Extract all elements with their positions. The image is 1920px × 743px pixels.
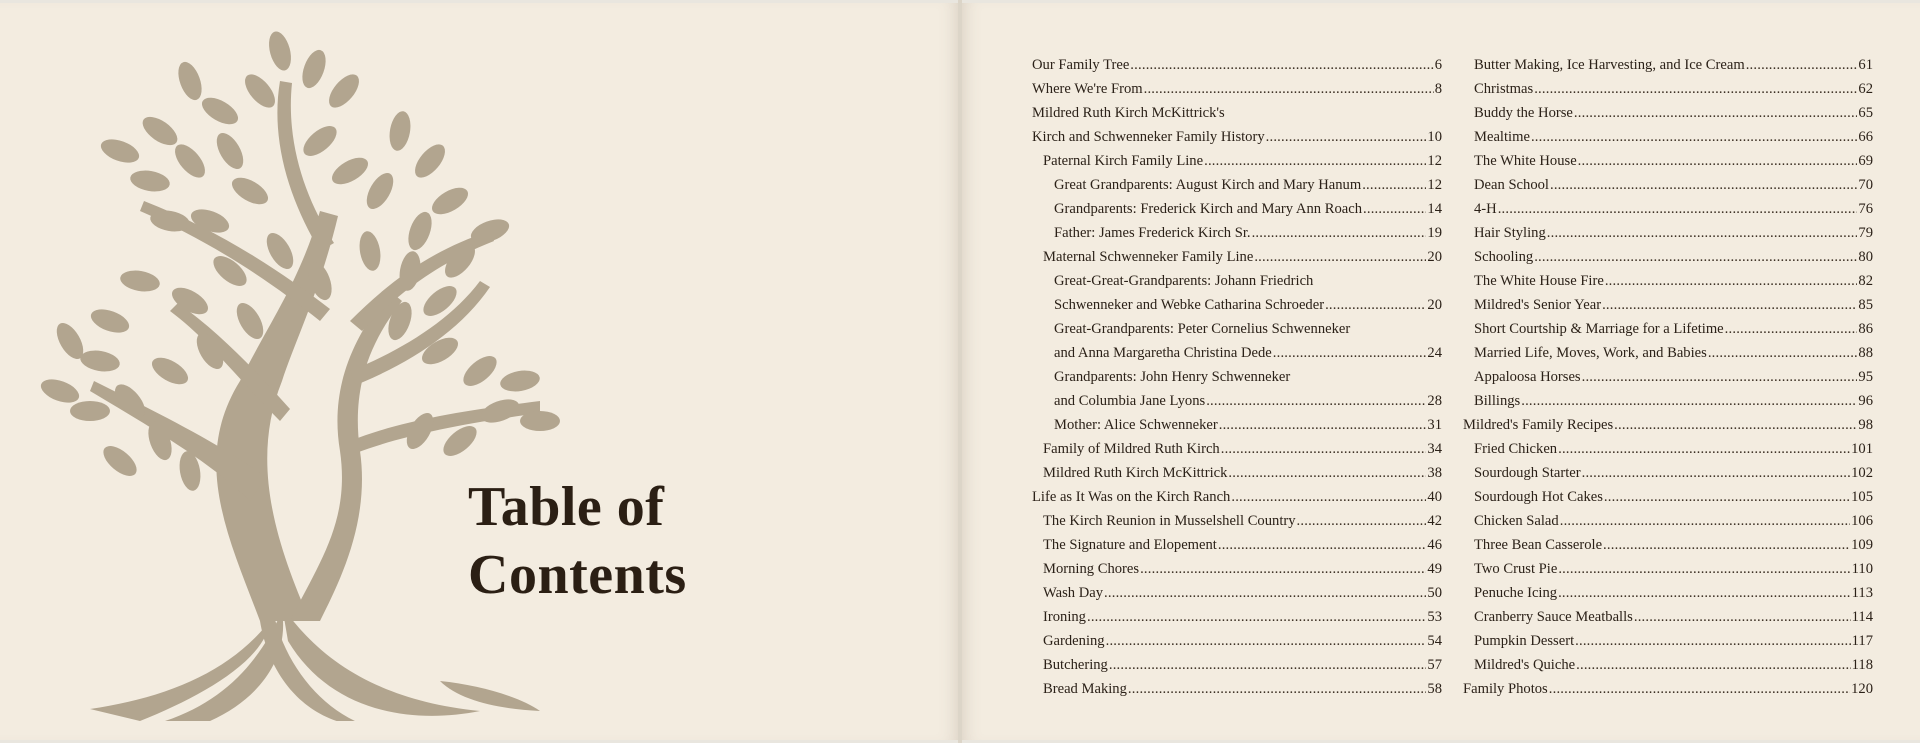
toc-leader-dots (1221, 437, 1427, 461)
toc-entry (1463, 317, 1873, 341)
toc-leader-dots (1498, 197, 1858, 221)
toc-leader-dots (1109, 653, 1427, 677)
toc-entry-page: 80 (1858, 249, 1873, 265)
toc-entry (1032, 269, 1442, 293)
toc-entry-page: 58 (1427, 681, 1442, 697)
toc-entry (1032, 53, 1442, 77)
toc-entry (1463, 293, 1873, 317)
toc-entry-page: 19 (1427, 225, 1442, 241)
toc-entry (1463, 269, 1873, 293)
toc-entry-page: 79 (1858, 225, 1873, 241)
toc-entry-title: Great Grandparents: August Kirch and Mary Hanum (1054, 177, 1362, 193)
toc-leader-dots (1550, 173, 1857, 197)
toc-entry-page: 102 (1851, 465, 1873, 481)
toc-entry-page: 12 (1427, 177, 1442, 193)
toc-entry-page: 70 (1858, 177, 1873, 193)
toc-entry-title: Mildred's Family Recipes (1463, 417, 1614, 433)
toc-entry (1463, 77, 1873, 101)
toc-entry (1463, 53, 1873, 77)
toc-entry-title: Bread Making (1043, 681, 1127, 697)
toc-entry-title: Mildred Ruth Kirch McKittrick (1043, 465, 1228, 481)
toc-leader-dots (1531, 125, 1857, 149)
toc-entry-title: Gardening (1043, 633, 1105, 649)
toc-entry (1463, 173, 1873, 197)
toc-entry-title: Mildred's Senior Year (1474, 297, 1602, 313)
toc-entry-title: Mildred's Quiche (1474, 657, 1576, 673)
toc-leader-dots (1558, 557, 1850, 581)
toc-entry (1032, 677, 1442, 701)
toc-entry-title: Family of Mildred Ruth Kirch (1043, 441, 1220, 457)
toc-entry-title: Two Crust Pie (1474, 561, 1558, 577)
toc-entry-page: 86 (1858, 321, 1873, 337)
toc-entry-page: 24 (1427, 345, 1442, 361)
toc-entry-title: The White House Fire (1474, 273, 1604, 289)
toc-entry-title: Butter Making, Ice Harvesting, and Ice Cream (1474, 57, 1745, 73)
toc-leader-dots (1206, 389, 1426, 413)
toc-entry-title: The White House (1474, 153, 1577, 169)
toc-leader-dots (1574, 101, 1858, 125)
toc-leader-dots (1106, 629, 1427, 653)
toc-entry-page: 95 (1858, 369, 1873, 385)
toc-entry-title: Grandparents: John Henry Schwenneker (1054, 369, 1291, 385)
toc-leader-dots (1325, 293, 1426, 317)
toc-entry-page: 76 (1858, 201, 1873, 217)
toc-entry-page: 118 (1851, 657, 1873, 673)
toc-leader-dots (1363, 197, 1426, 221)
toc-entry (1463, 101, 1873, 125)
toc-column-2 (1463, 53, 1873, 701)
toc-entry (1032, 197, 1442, 221)
toc-entry (1032, 317, 1442, 341)
toc-entry-page: 110 (1851, 561, 1873, 577)
toc-entry (1032, 461, 1442, 485)
toc-entry-page: 88 (1858, 345, 1873, 361)
toc-entry-title: Three Bean Casserole (1474, 537, 1603, 553)
page-title (468, 473, 687, 609)
toc-leader-dots (1605, 269, 1858, 293)
toc-leader-dots (1130, 53, 1433, 77)
toc-leader-dots (1602, 293, 1857, 317)
toc-entry-title: The Signature and Elopement (1043, 537, 1217, 553)
toc-entry-page: 85 (1858, 297, 1873, 313)
toc-entry (1463, 557, 1873, 581)
toc-leader-dots (1547, 221, 1858, 245)
toc-entry (1463, 533, 1873, 557)
toc-leader-dots (1604, 485, 1850, 509)
toc-entry-title: Buddy the Horse (1474, 105, 1573, 121)
toc-entry-title: Paternal Kirch Family Line (1043, 153, 1204, 169)
toc-leader-dots (1603, 533, 1850, 557)
toc-entry (1463, 461, 1873, 485)
toc-entry-page: 31 (1427, 417, 1442, 433)
toc-entry (1463, 653, 1873, 677)
left-page (0, 3, 958, 740)
toc-leader-dots (1219, 413, 1427, 437)
toc-entry-title: Life as It Was on the Kirch Ranch (1032, 489, 1231, 505)
toc-entry-title: Sourdough Starter (1474, 465, 1581, 481)
toc-entry (1032, 293, 1442, 317)
toc-entry (1032, 221, 1442, 245)
toc-entry (1032, 509, 1442, 533)
toc-entry-title: Family Photos (1463, 681, 1548, 697)
toc-entry-title: Penuche Icing (1474, 585, 1558, 601)
toc-leader-dots (1128, 677, 1427, 701)
toc-leader-dots (1582, 461, 1851, 485)
toc-entry (1032, 173, 1442, 197)
toc-leader-dots (1549, 677, 1850, 701)
toc-entry-page: 49 (1427, 561, 1442, 577)
toc-entry (1032, 557, 1442, 581)
toc-leader-dots (1218, 533, 1427, 557)
toc-entry-title: Mealtime (1474, 129, 1530, 145)
toc-entry-page: 10 (1427, 129, 1442, 145)
toc-entry-page: 46 (1427, 537, 1442, 553)
toc-leader-dots (1534, 77, 1857, 101)
toc-entry (1032, 245, 1442, 269)
toc-entry-page: 34 (1427, 441, 1442, 457)
toc-entry-title: Billings (1474, 393, 1521, 409)
toc-leader-dots (1228, 461, 1426, 485)
toc-entry (1032, 581, 1442, 605)
toc-entry-title: Great-Grandparents: Peter Cornelius Schwenneker (1054, 321, 1351, 337)
toc-leader-dots (1578, 149, 1858, 173)
toc-entry-page: 53 (1427, 609, 1442, 625)
toc-entry-page: 12 (1427, 153, 1442, 169)
toc-entry-page: 28 (1427, 393, 1442, 409)
toc-entry-title: Chicken Salad (1474, 513, 1559, 529)
toc-entry (1463, 245, 1873, 269)
toc-entry-title: Father: James Frederick Kirch Sr. (1054, 225, 1251, 241)
toc-entry (1032, 629, 1442, 653)
toc-leader-dots (1576, 653, 1851, 677)
toc-leader-dots (1725, 317, 1858, 341)
toc-entry-page: 82 (1858, 273, 1873, 289)
toc-entry-page: 120 (1851, 681, 1873, 697)
toc-entry-title: Maternal Schwenneker Family Line (1043, 249, 1254, 265)
toc-entry (1463, 125, 1873, 149)
toc-leader-dots (1087, 605, 1426, 629)
page-title-line2: Contents (468, 544, 687, 606)
toc-entry (1463, 437, 1873, 461)
toc-leader-dots (1534, 245, 1857, 269)
toc-leader-dots (1575, 629, 1851, 653)
toc-entry-page: 61 (1858, 57, 1873, 73)
toc-entry-title: Christmas (1474, 81, 1534, 97)
toc-entry-page: 66 (1858, 129, 1873, 145)
toc-leader-dots (1521, 389, 1857, 413)
toc-entry-title: Fried Chicken (1474, 441, 1558, 457)
toc-entry (1463, 389, 1873, 413)
toc-entry (1032, 605, 1442, 629)
right-page (962, 3, 1920, 740)
toc-leader-dots (1252, 221, 1427, 245)
toc-entry-title: Mildred Ruth Kirch McKittrick's (1032, 105, 1225, 121)
toc-entry-title: Grandparents: Frederick Kirch and Mary Ann Roach (1054, 201, 1362, 217)
toc-entry-title: Where We're From (1032, 81, 1143, 97)
toc-column-1 (1032, 53, 1442, 701)
toc-entry (1032, 485, 1442, 509)
toc-entry (1032, 533, 1442, 557)
toc-entry-page: 40 (1427, 489, 1442, 505)
toc-leader-dots (1614, 413, 1857, 437)
toc-leader-dots (1104, 581, 1426, 605)
toc-leader-dots (1558, 581, 1851, 605)
toc-entry (1463, 413, 1873, 437)
toc-entry-page: 57 (1427, 657, 1442, 673)
toc-entry (1463, 485, 1873, 509)
toc-entry-title: Butchering (1043, 657, 1108, 673)
toc-entry (1463, 581, 1873, 605)
toc-entry (1032, 365, 1442, 389)
toc-entry-title: Schwenneker and Webke Catharina Schroeder (1054, 297, 1325, 313)
toc-leader-dots (1140, 557, 1426, 581)
toc-entry-page: 42 (1427, 513, 1442, 529)
toc-entry-title: Appaloosa Horses (1474, 369, 1581, 385)
toc-entry (1463, 605, 1873, 629)
toc-entry (1032, 125, 1442, 149)
page-title-line1: Table of (468, 476, 665, 538)
toc-entry (1463, 197, 1873, 221)
toc-entry-page: 106 (1851, 513, 1873, 529)
toc-entry-page: 96 (1858, 393, 1873, 409)
toc-leader-dots (1204, 149, 1426, 173)
toc-entry-title: and Columbia Jane Lyons (1054, 393, 1206, 409)
toc-entry (1032, 101, 1442, 125)
toc-entry-page: 54 (1427, 633, 1442, 649)
toc-entry-title: Schooling (1474, 249, 1534, 265)
toc-entry-title: Sourdough Hot Cakes (1474, 489, 1603, 505)
toc-entry-title: Ironing (1043, 609, 1086, 625)
toc-entry-page: 50 (1427, 585, 1442, 601)
toc-leader-dots (1231, 485, 1426, 509)
toc-entry (1463, 149, 1873, 173)
toc-entry (1032, 341, 1442, 365)
toc-leader-dots (1273, 341, 1427, 365)
toc-entry (1463, 221, 1873, 245)
toc-entry-page: 14 (1427, 201, 1442, 217)
toc-entry-title: Cranberry Sauce Meatballs (1474, 609, 1633, 625)
toc-entry (1032, 149, 1442, 173)
toc-entry-title: Mother: Alice Schwenneker (1054, 417, 1218, 433)
toc-entry-page: 6 (1434, 57, 1442, 73)
toc-entry-page: 101 (1851, 441, 1873, 457)
toc-entry-page: 98 (1858, 417, 1873, 433)
toc-entry-title: Dean School (1474, 177, 1549, 193)
toc-entry (1032, 437, 1442, 461)
toc-entry (1463, 509, 1873, 533)
toc-leader-dots (1254, 245, 1426, 269)
family-tree-icon (20, 21, 620, 721)
toc-entry-page: 113 (1851, 585, 1873, 601)
toc-entry-page: 69 (1858, 153, 1873, 169)
toc-entry-title: and Anna Margaretha Christina Dede (1054, 345, 1272, 361)
toc-leader-dots (1708, 341, 1858, 365)
toc-entry (1032, 653, 1442, 677)
toc-leader-dots (1297, 509, 1427, 533)
toc-entry (1032, 77, 1442, 101)
toc-leader-dots (1558, 437, 1850, 461)
toc-entry-title: Pumpkin Dessert (1474, 633, 1575, 649)
toc-entry-title: Morning Chores (1043, 561, 1140, 577)
toc-entry (1463, 629, 1873, 653)
toc-leader-dots (1266, 125, 1427, 149)
toc-leader-dots (1560, 509, 1850, 533)
toc-entry-title: Wash Day (1043, 585, 1104, 601)
toc-entry-page: 20 (1427, 297, 1442, 313)
toc-entry-page: 117 (1851, 633, 1873, 649)
toc-entry-page: 114 (1851, 609, 1873, 625)
toc-entry (1032, 413, 1442, 437)
toc-entry-page: 105 (1851, 489, 1873, 505)
toc-entry-title: Kirch and Schwenneker Family History (1032, 129, 1265, 145)
toc-leader-dots (1582, 365, 1858, 389)
toc-entry-title: Our Family Tree (1032, 57, 1130, 73)
toc-entry (1463, 677, 1873, 701)
toc-entry (1463, 341, 1873, 365)
toc-entry-title: Short Courtship & Marriage for a Lifetime (1474, 321, 1724, 337)
toc-entry-title: Hair Styling (1474, 225, 1546, 241)
toc-leader-dots (1746, 53, 1858, 77)
toc-entry-page: 65 (1858, 105, 1873, 121)
toc-leader-dots (1634, 605, 1851, 629)
toc-entry-title: Great-Great-Grandparents: Johann Friedrich (1054, 273, 1314, 289)
toc-entry-title: The Kirch Reunion in Musselshell Country (1043, 513, 1296, 529)
toc-entry-page: 62 (1858, 81, 1873, 97)
toc-entry (1032, 389, 1442, 413)
toc-entry-page: 38 (1427, 465, 1442, 481)
toc-entry-title: 4-H (1474, 201, 1497, 217)
toc-entry-page: 8 (1434, 81, 1442, 97)
toc-entry-page: 20 (1427, 249, 1442, 265)
toc-entry-title: Married Life, Moves, Work, and Babies (1474, 345, 1707, 361)
toc-leader-dots (1144, 77, 1434, 101)
toc-leader-dots (1362, 173, 1426, 197)
toc-entry-page: 109 (1851, 537, 1873, 553)
toc-entry (1463, 365, 1873, 389)
